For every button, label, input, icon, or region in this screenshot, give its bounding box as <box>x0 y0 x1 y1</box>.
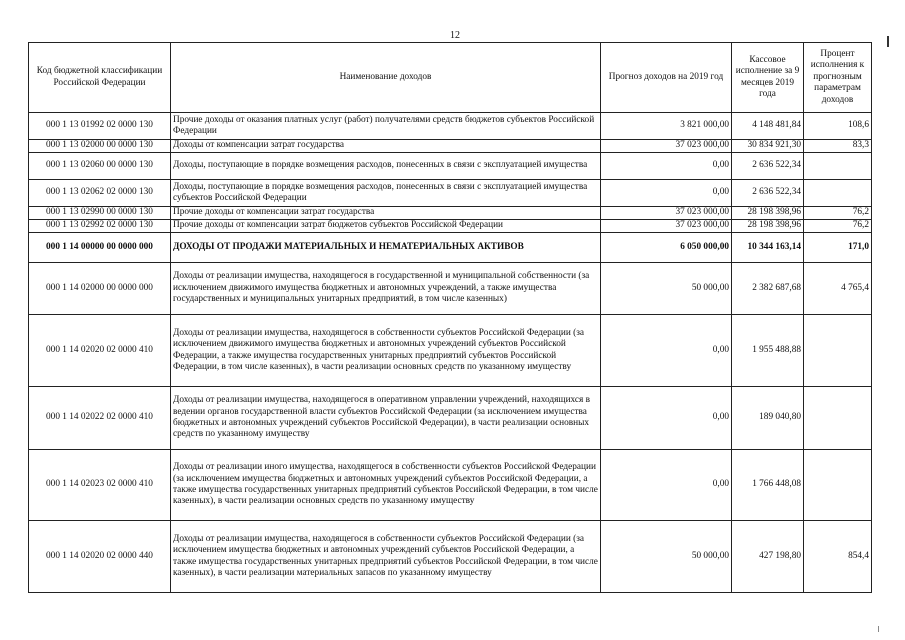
header-percent: Процент исполнения к прогнозным параметрам доходов <box>804 43 872 113</box>
row-execution: 1 766 448,08 <box>732 450 804 521</box>
table-row-section <box>29 233 872 263</box>
row-percent <box>804 387 872 450</box>
row-forecast: 37 023 000,00 <box>601 140 732 153</box>
row-percent: 76,2 <box>804 207 872 220</box>
table-row <box>29 521 872 593</box>
row-name: Доходы от реализации имущества, находящегося в собственности субъектов Российской Федерации (за исключением движимого имущества бюджетных и автономных учреждений субъектов Российской Федерации, а также имущества государственных унитарных предприятий субъектов Российской Федерации, в том числе казенных), в части реализации основных средств по указанному имуществу <box>171 315 601 387</box>
row-percent: 171,0 <box>804 233 872 263</box>
row-forecast: 37 023 000,00 <box>601 207 732 220</box>
table-row <box>29 315 872 387</box>
header-code: Код бюджетной классификации Российской Федерации <box>29 43 171 113</box>
row-name: Доходы, поступающие в порядке возмещения расходов, понесенных в связи с эксплуатацией имущества <box>171 153 601 180</box>
row-execution: 427 198,80 <box>732 521 804 593</box>
table-row <box>29 180 872 207</box>
row-execution: 1 955 488,88 <box>732 315 804 387</box>
scan-edge-mark <box>887 36 889 47</box>
row-name: Доходы от реализации иного имущества, находящегося в собственности субъектов Российской Федерации (за исключением имущества бюджетных и автономных учреждений субъектов Российской Федерации, а также имущества государственных унитарных предприятий субъектов Российской Федерации, в том числе казенных), в части реализации основных средств по указанному имуществу <box>171 450 601 521</box>
row-forecast: 0,00 <box>601 153 732 180</box>
row-name: Доходы, поступающие в порядке возмещения расходов, понесенных в связи с эксплуатацией имущества субъектов Российской Федерации <box>171 180 601 207</box>
row-code: 000 1 14 02020 02 0000 440 <box>29 521 171 593</box>
table-row <box>29 220 872 233</box>
header-forecast: Прогноз доходов на 2019 год <box>601 43 732 113</box>
row-code: 000 1 14 02022 02 0000 410 <box>29 387 171 450</box>
row-name: Прочие доходы от оказания платных услуг (работ) получателями средств бюджетов субъектов Российской Федерации <box>171 113 601 140</box>
table-row <box>29 207 872 220</box>
table-row <box>29 387 872 450</box>
row-execution: 4 148 481,84 <box>732 113 804 140</box>
row-percent <box>804 450 872 521</box>
row-forecast: 50 000,00 <box>601 263 732 315</box>
income-table <box>28 42 872 593</box>
row-forecast: 37 023 000,00 <box>601 220 732 233</box>
table-row <box>29 450 872 521</box>
row-code: 000 1 14 02023 02 0000 410 <box>29 450 171 521</box>
row-execution: 30 834 921,30 <box>732 140 804 153</box>
row-code: 000 1 13 02060 00 0000 130 <box>29 153 171 180</box>
header-name: Наименование доходов <box>171 43 601 113</box>
row-code: 000 1 14 02020 02 0000 410 <box>29 315 171 387</box>
row-percent: 76,2 <box>804 220 872 233</box>
scan-edge-mark-bottom <box>878 626 879 632</box>
row-code: 000 1 13 02062 02 0000 130 <box>29 180 171 207</box>
row-percent: 83,3 <box>804 140 872 153</box>
row-name: Прочие доходы от компенсации затрат государства <box>171 207 601 220</box>
row-percent <box>804 153 872 180</box>
row-name: Доходы от реализации имущества, находящегося в государственной и муниципальной собственности (за исключением движимого имущества бюджетных и автономных учреждений, а также имущества государственных и муниципальных унитарных предприятий, в том числе казенных) <box>171 263 601 315</box>
table-row <box>29 113 872 140</box>
row-code: 000 1 14 02000 00 0000 000 <box>29 263 171 315</box>
row-forecast: 0,00 <box>601 315 732 387</box>
row-execution: 10 344 163,14 <box>732 233 804 263</box>
row-code: 000 1 13 01992 02 0000 130 <box>29 113 171 140</box>
row-percent: 854,4 <box>804 521 872 593</box>
row-percent <box>804 180 872 207</box>
table-row <box>29 263 872 315</box>
row-execution: 2 636 522,34 <box>732 153 804 180</box>
row-forecast: 50 000,00 <box>601 521 732 593</box>
row-percent: 108,6 <box>804 113 872 140</box>
row-code: 000 1 13 02990 00 0000 130 <box>29 207 171 220</box>
row-percent <box>804 315 872 387</box>
table-row <box>29 153 872 180</box>
header-execution: Кассовое исполнение за 9 месяцев 2019 года <box>732 43 804 113</box>
row-code: 000 1 14 00000 00 0000 000 <box>29 233 171 263</box>
row-execution: 28 198 398,96 <box>732 207 804 220</box>
row-execution: 2 382 687,68 <box>732 263 804 315</box>
row-name: Доходы от реализации имущества, находящегося в оперативном управлении учреждений, находящихся в ведении органов государственной власти субъектов Российской Федерации (за исключением имущества бюджетных и автономных учреждений субъектов Российской Федерации), в части реализации основных средств по указанному имуществу <box>171 387 601 450</box>
row-name: Доходы от реализации имущества, находящегося в собственности субъектов Российской Федерации (за исключением имущества бюджетных и автономных учреждений субъектов Российской Федерации, а также имущества государственных унитарных предприятий субъектов Российской Федерации, в том числе казенных), в части реализации материальных запасов по указанному имуществу <box>171 521 601 593</box>
row-execution: 189 040,80 <box>732 387 804 450</box>
row-percent: 4 765,4 <box>804 263 872 315</box>
row-name: ДОХОДЫ ОТ ПРОДАЖИ МАТЕРИАЛЬНЫХ И НЕМАТЕРИАЛЬНЫХ АКТИВОВ <box>171 233 601 263</box>
row-code: 000 1 13 02992 02 0000 130 <box>29 220 171 233</box>
row-forecast: 0,00 <box>601 450 732 521</box>
page-number: 12 <box>450 30 460 41</box>
row-code: 000 1 13 02000 00 0000 130 <box>29 140 171 153</box>
row-forecast: 3 821 000,00 <box>601 113 732 140</box>
row-name: Доходы от компенсации затрат государства <box>171 140 601 153</box>
row-execution: 2 636 522,34 <box>732 180 804 207</box>
table-row <box>29 140 872 153</box>
row-forecast: 0,00 <box>601 180 732 207</box>
row-execution: 28 198 398,96 <box>732 220 804 233</box>
row-forecast: 0,00 <box>601 387 732 450</box>
row-name: Прочие доходы от компенсации затрат бюджетов субъектов Российской Федерации <box>171 220 601 233</box>
row-forecast: 6 050 000,00 <box>601 233 732 263</box>
table-header-row <box>29 43 872 113</box>
